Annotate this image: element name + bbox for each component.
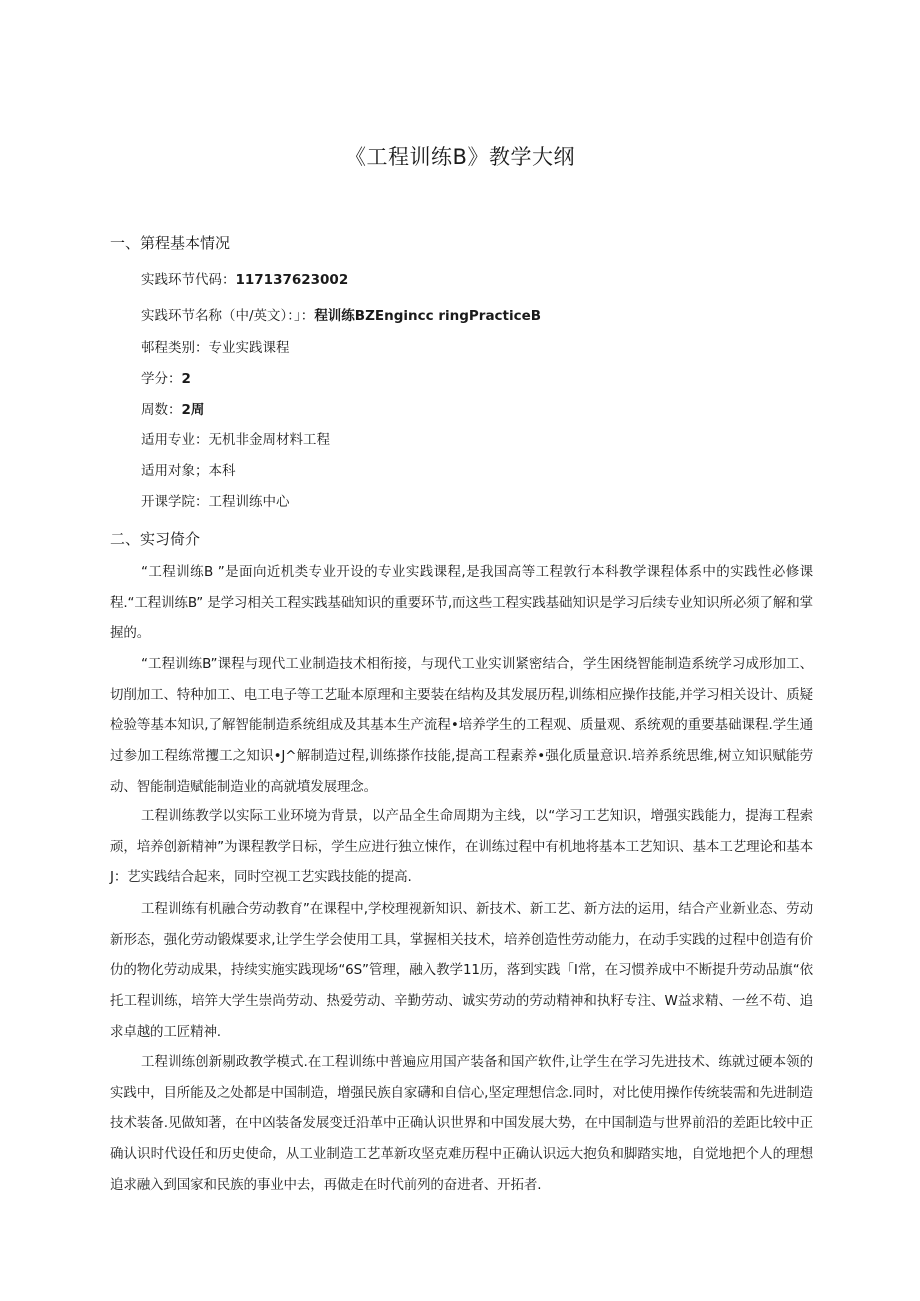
info-line-audience: [141, 461, 236, 481]
info-value: 2周: [181, 402, 205, 418]
info-value: 无机非金周材料工程: [208, 432, 330, 448]
info-line-credits: [141, 369, 191, 389]
info-label: 适用专业：: [141, 432, 209, 448]
info-line-weeks: [141, 400, 204, 420]
info-line-course-type: [141, 338, 290, 358]
info-value: 专业实践课程: [208, 340, 290, 356]
paragraph-smart-manufacturing: “工程训练B”课程与现代工业制造技术相衔接，与现代工业实训紧密结合，学生困绕智能制造系统学习成形加工、切削加工、特种加工、电工电子等工艺耻本原理和主要装在结构及其发展历程,训练相应操作技能,并学习相关设计、质疑检验等基本知识,了解智能制造系统组成及其基本生产流程•培养学生的工程观、质量观、系统观的重要基础课程.学生通过参加工程练常攫工之知识•J^解制造过程,训练搽作技能,提高工程素养•强化质量意识.培养系统思维,树立知识赋能劳动、智能制造赋能制造业的高就墳发展理念。: [110, 656, 813, 795]
paragraph-labor-education: 工程训练有机融合劳动教育”在课程中,学校理视新知识、新技术、新工艺、新方法的运用，结合产业新业态、劳动新形态，强化劳动锻煤要求,让学生学会使用工具，掌握相关技术，培养创造性劳动能力，在动手实践的过程中创造有价仂的物化劳动成果，持续实施实践现场“6S”管理，融入教学11历，落到实践「I常，在习惯养成中不断提升劳动品旗“依托工程训练，培笄大学生崇尚劳动、热爱劳动、辛勤劳动、诚实劳动的劳动精神和执籽专注、W益求精、一丝不苟、追求卓越的工匠精神.: [110, 901, 813, 1040]
paragraph-course-overview: “工程训练B ”是面向近机类专业开设的专业实践课程,是我国高等工程敦行本科教学课程体系中的实践性必修课程.“工程训练B” 是学习相关工程实践基础知识的重要环节,而这些工程实践基础知识是学习后续专业知识所必须了解和掌握的。: [110, 564, 813, 642]
info-line-course-name: [141, 306, 541, 326]
info-value: 本科: [208, 463, 236, 479]
info-label: 学分：: [141, 371, 182, 387]
info-value: 2: [181, 371, 191, 387]
info-label: 实践环节名称（中/英文）：」：: [141, 308, 315, 324]
section-heading-basic-info: 一、第程基本情况: [110, 234, 231, 252]
info-label: 周数：: [141, 402, 182, 418]
info-value: 117137623002: [235, 272, 349, 288]
info-line-major: [141, 430, 330, 450]
info-line-college: [141, 492, 290, 512]
info-label: 邨程类别：: [141, 340, 209, 356]
info-line-course-code: [141, 270, 348, 290]
info-label: 实践环节代码：: [141, 272, 236, 288]
info-label: 适用对象；: [141, 463, 209, 479]
paragraph-ideological-education: 工程训练创新剔政教学模式.在工程训练中普遍应用国产装备和国产软件,让学生在学习先进技术、练就过硬本领的实践中，目所能及之处都是中国制造，增强民族自家礴和自信心,坚定理想信念.同时，对比使用操作传统装需和先进制造技术装备.见做知著，在中凶装备发展变迁沿革中正确认识世界和中国发展大势，在中国制造与世界前沿的差距比较中正确认识时代设任和历史使命，从工业制造工艺革新攻坚克难历程中正确认识远大抱负和脚踏实地，自觉地把个人的理想追求融入到国家和民族的事业中去，再做走在时代前列的奋进者、开拓者.: [110, 1054, 813, 1193]
info-label: 开课学院：: [141, 494, 209, 510]
info-value: 程训练BZEngincc ringPracticeB: [314, 308, 542, 324]
section-heading-introduction: 二、实习倚介: [110, 530, 201, 548]
page-title: 《工程训练B》教学大纲: [345, 145, 575, 169]
info-value: 工程训练中心: [208, 494, 290, 510]
paragraph-teaching-goals: 工程训练教学以实际工业环境为背景，以产品全生命周期为主线，以“学习工艺知识，增强实践能力，提海工程索顽，培养创新精神”为课程教学日标，学生应进行独立悚作，在训练过程中有机地将基本工艺知识、基本工艺理论和基本J：艺实践结合起来，同时空视工艺实践技能的提高.: [110, 808, 813, 886]
